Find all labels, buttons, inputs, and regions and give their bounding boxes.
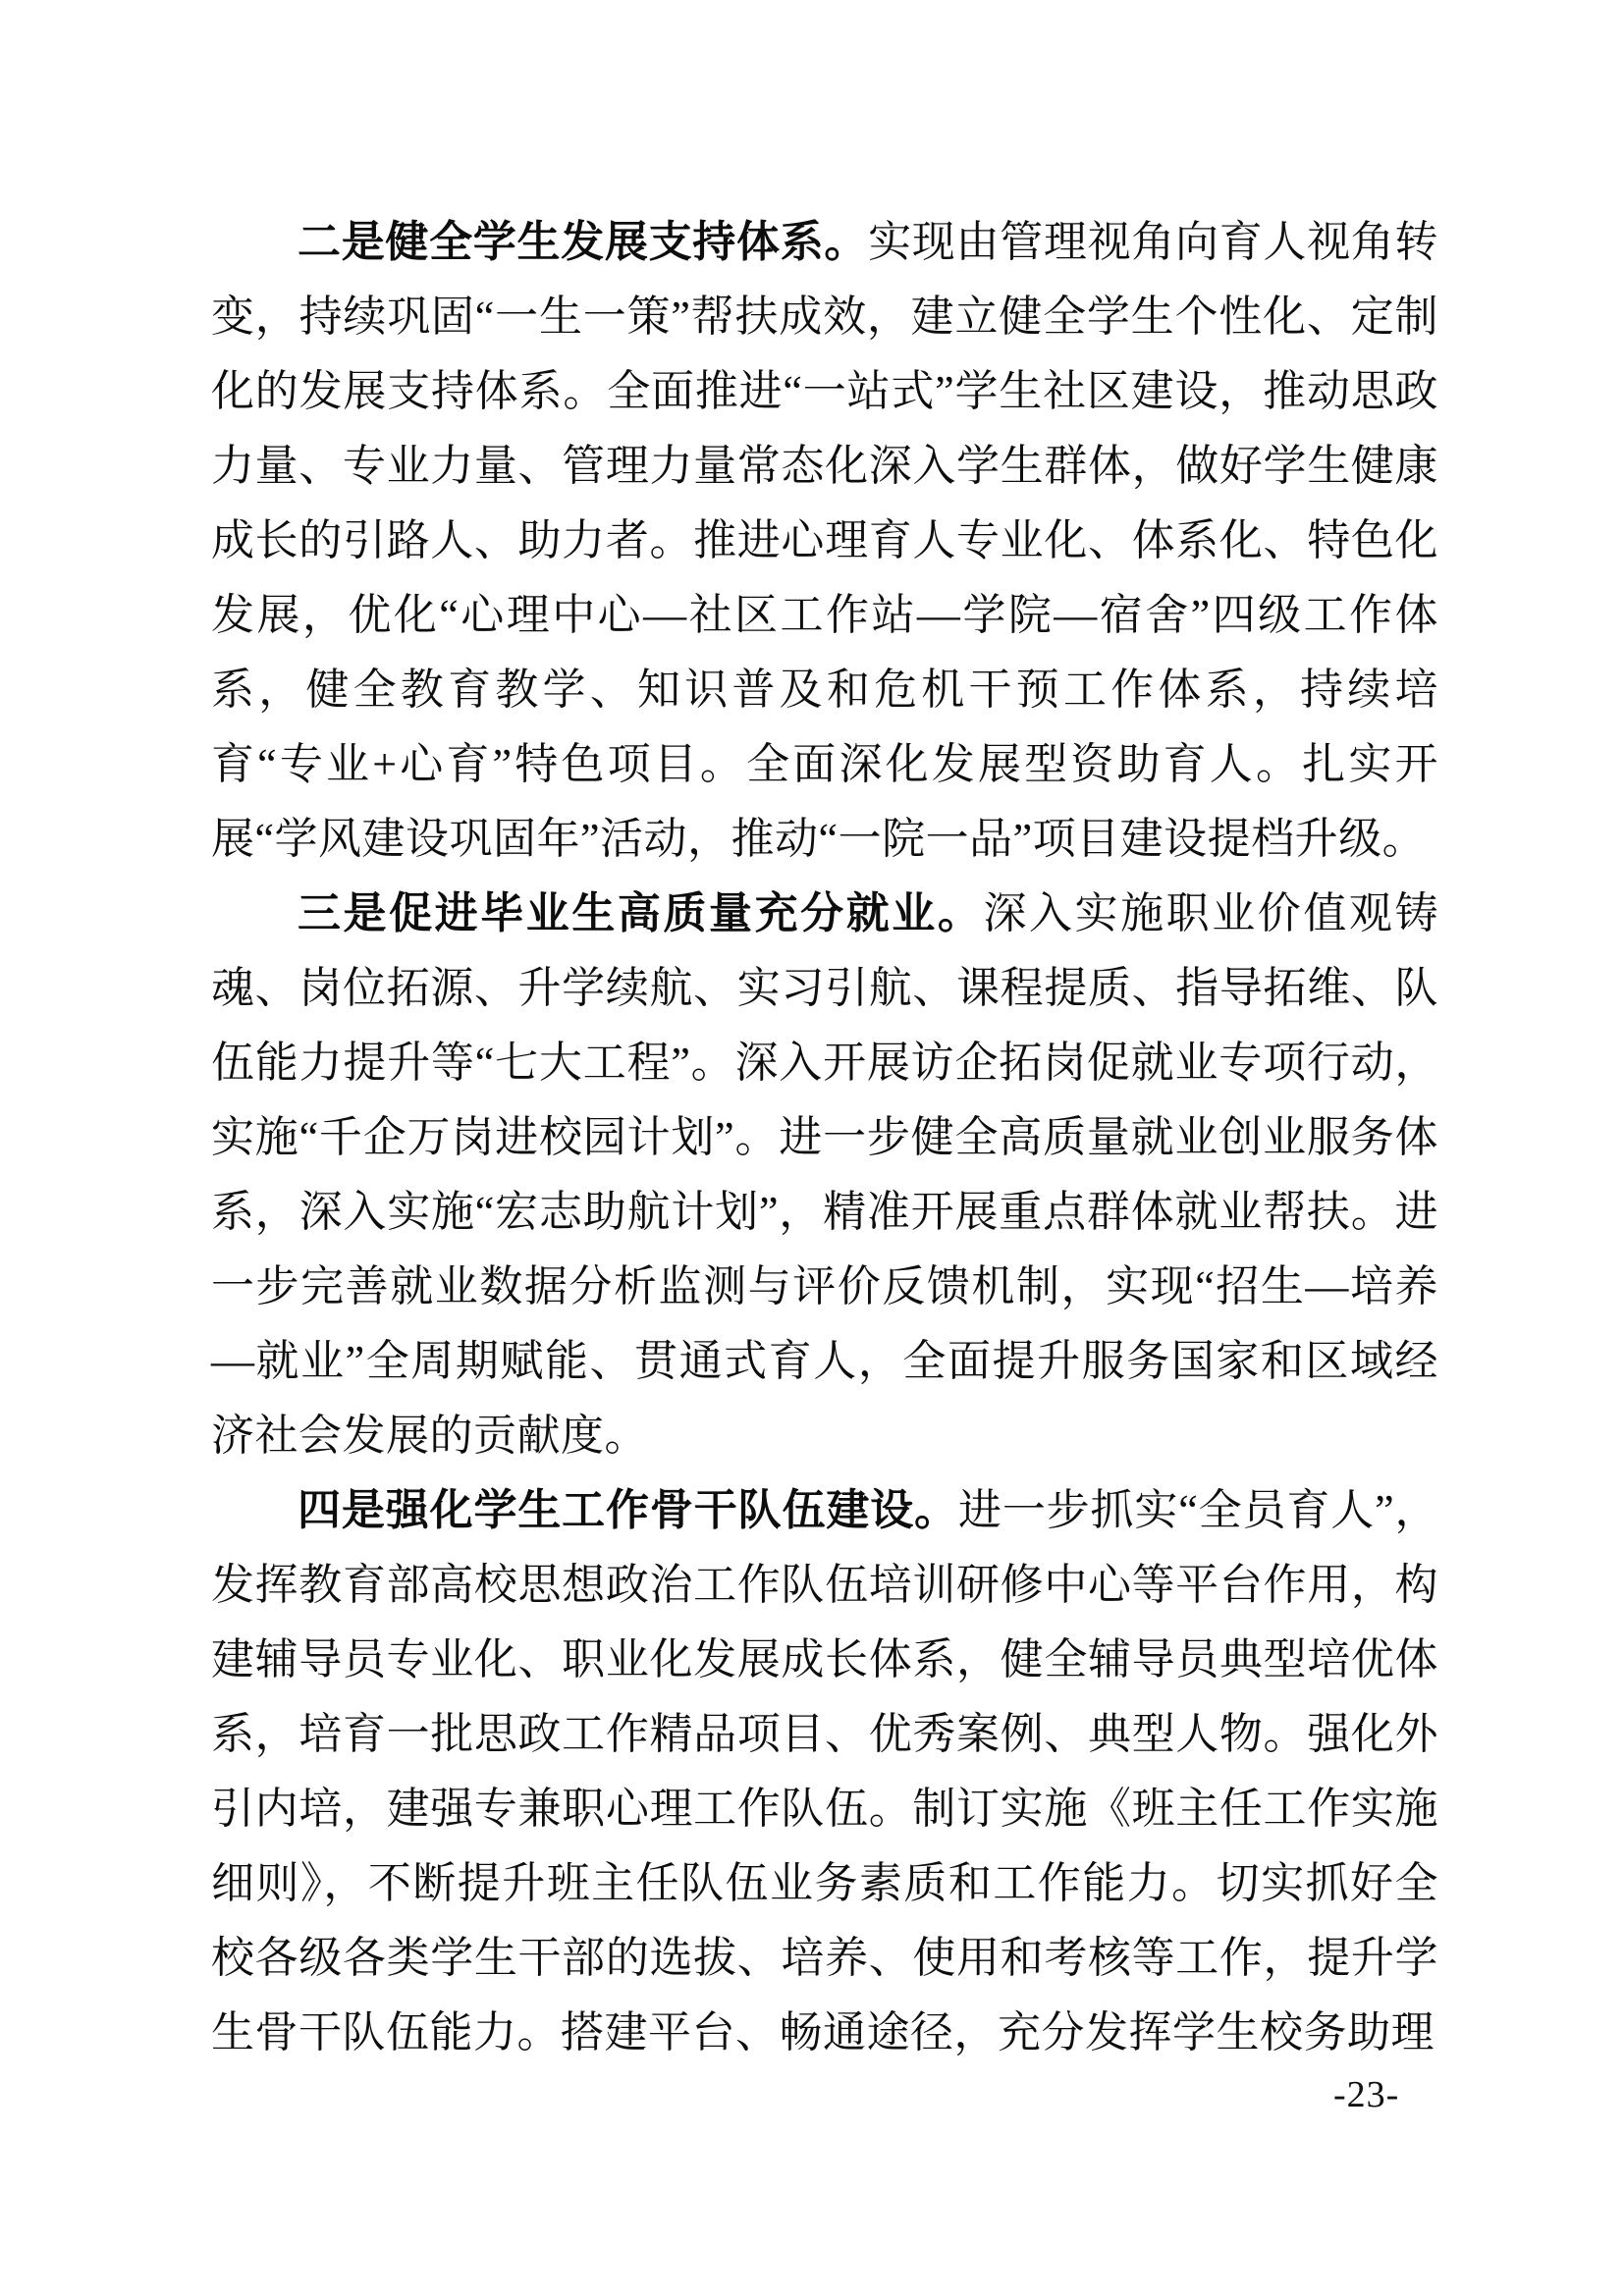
page-number: -23- (1333, 2074, 1400, 2115)
paragraph-4-text: 进一步抓实“全员育人”，发挥教育部高校思想政治工作队伍培训研修中心等平台作用，构建辅导员专业化、职业化发展成长体系，健全辅导员典型培优体系，培育一批思政工作精品项目、优秀案例、典型人物。强化外引内培，建强专兼职心理工作队伍。制订实施《班主任工作实施细则》，不断提升班主任队伍业务素质和工作能力。切实抓好全校各级各类学生干部的选拔、培养、使用和考核等工作，提升学生骨干队伍能力。搭建平台、畅通途径，充分发挥学生校务助理 (211, 1486, 1439, 2056)
paragraph-2 (211, 205, 1438, 877)
paragraph-3-lead: 三是促进毕业生高质量充分就业。 (298, 889, 984, 937)
paragraph-4-lead: 四是强化学生工作骨干队伍建设。 (298, 1486, 958, 1534)
paragraph-2-text: 实现由管理视角向育人视角转变，持续巩固“一生一策”帮扶成效，建立健全学生个性化、定制化的发展支持体系。全面推进“一站式”学生社区建设，推动思政力量、专业力量、管理力量常态化深入学生群体，做好学生健康成长的引路人、助力者。推进心理育人专业化、体系化、特色化发展，优化“心理中心—社区工作站—学院—宿舍”四级工作体系，健全教育教学、知识普及和危机干预工作体系，持续培育“专业+心育”特色项目。全面深化发展型资助育人。扎实开展“学风建设巩固年”活动，推动“一院一品”项目建设提档升级。 (211, 218, 1439, 863)
paragraph-4 (211, 1473, 1438, 2070)
paragraph-2-lead: 二是健全学生发展支持体系。 (298, 218, 869, 266)
paragraph-3-text: 深入实施职业价值观铸魂、岗位拓源、升学续航、实习引航、课程提质、指导拓维、队伍能力提升等“七大工程”。深入开展访企拓岗促就业专项行动，实施“千企万岗进校园计划”。进一步健全高质量就业创业服务体系，深入实施“宏志助航计划”，精准开展重点群体就业帮扶。进一步完善就业数据分析监测与评价反馈机制，实现“招生—培养—就业”全周期赋能、贯通式育人，全面提升服务国家和区域经济社会发展的贡献度。 (211, 889, 1438, 1460)
paragraph-3 (211, 877, 1438, 1473)
document-body (211, 205, 1438, 2070)
